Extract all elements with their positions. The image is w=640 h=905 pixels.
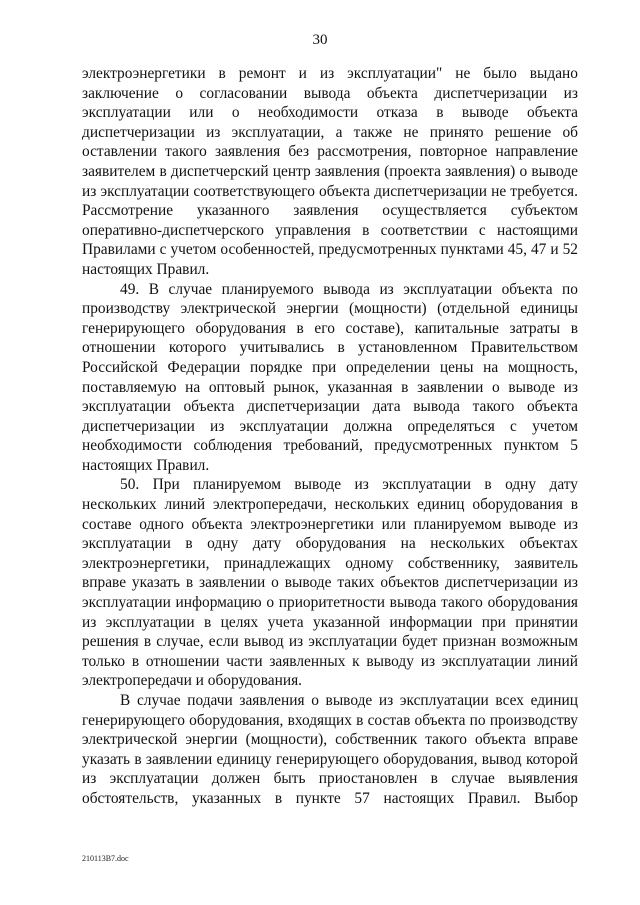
- text-line: 50. При планируемом выводе из эксплуатации в одну дату: [120, 476, 578, 494]
- text-line: из эксплуатации должен быть приостановлен в случае выявления: [82, 770, 578, 788]
- text-line: обстоятельств, указанных в пункте 57 настоящих Правил. Выбор: [82, 789, 578, 807]
- text-line: генерирующего оборудования, входящих в состав объекта по производству: [82, 711, 578, 729]
- text-line: эксплуатации объекта диспетчеризации дата вывода такого объекта: [82, 398, 578, 416]
- text-line: из эксплуатации в целях учета указанной информации при принятии: [82, 613, 578, 631]
- text-line: указать в заявлении единицу генерирующего оборудования, вывод которой: [82, 750, 578, 768]
- document-filename: 210113В7.doc: [82, 854, 129, 863]
- text-line: диспетчеризации из эксплуатации должна определяться с учетом: [82, 417, 578, 435]
- text-line: нескольких линий электропередачи, нескольких единиц оборудования в: [82, 496, 578, 514]
- text-line: только в отношении части заявленных к выводу из эксплуатации линий: [82, 652, 578, 670]
- text-line: необходимости соблюдения требований, предусмотренных пунктом 5: [82, 437, 578, 455]
- text-line: вправе указать в заявлении о выводе таких объектов диспетчеризации из: [82, 574, 578, 592]
- text-line: генерирующего оборудования в его составе), капитальные затраты в: [82, 319, 578, 337]
- document-body: [82, 64, 578, 809]
- text-line: электрической энергии (мощности), собственник такого объекта вправе: [82, 731, 578, 749]
- text-line: электропередачи и оборудования.: [82, 672, 303, 690]
- text-line: оперативно-диспетчерского управления в соответствии с настоящими: [82, 221, 578, 239]
- text-line: эксплуатации в одну дату оборудования на нескольких объектах: [82, 535, 578, 553]
- text-line: диспетчеризации из эксплуатации, а также не принято решение об: [82, 123, 578, 141]
- text-line: Российской Федерации порядке при определении цены на мощность,: [82, 358, 578, 376]
- text-line: электроэнергетики, принадлежащих одному собственнику, заявитель: [82, 554, 578, 572]
- text-line: электроэнергетики в ремонт и из эксплуатации" не было выдано: [82, 65, 578, 82]
- text-line: заявителем в диспетчерский центр заявления (проекта заявления) о выводе: [82, 162, 578, 180]
- page-number: 30: [312, 32, 328, 48]
- text-line: заключение о согласовании вывода объекта диспетчеризации из: [82, 84, 578, 102]
- text-line: Правилами с учетом особенностей, предусмотренных пунктами 45, 47 и 52: [82, 241, 578, 259]
- text-line: настоящих Правил.: [82, 456, 210, 474]
- text-line: составе одного объекта электроэнергетики или планируемом выводе из: [82, 515, 578, 533]
- text-line: из эксплуатации соответствующего объекта диспетчеризации не требуется.: [82, 182, 578, 200]
- text-line: Рассмотрение указанного заявления осуществляется субъектом: [82, 202, 578, 220]
- text-line: отношении которого учитывались в установленном Правительством: [82, 339, 578, 357]
- text-line: эксплуатации или о необходимости отказа в выводе объекта: [82, 104, 578, 122]
- text-line: эксплуатации информацию о приоритетности вывода такого оборудования: [82, 594, 578, 612]
- text-line: производству электрической энергии (мощности) (отдельной единицы: [82, 300, 578, 318]
- text-line: 49. В случае планируемого вывода из эксплуатации объекта по: [120, 280, 578, 298]
- text-line: настоящих Правил.: [82, 260, 210, 278]
- text-line: В случае подачи заявления о выводе из эксплуатации всех единиц: [120, 692, 578, 709]
- text-line: решения в случае, если вывод из эксплуатации будет признан возможным: [82, 633, 578, 651]
- text-line: оставлении такого заявления без рассмотрения, повторное направление: [82, 143, 578, 161]
- text-line: поставляемую на оптовый рынок, указанная в заявлении о выводе из: [82, 378, 578, 396]
